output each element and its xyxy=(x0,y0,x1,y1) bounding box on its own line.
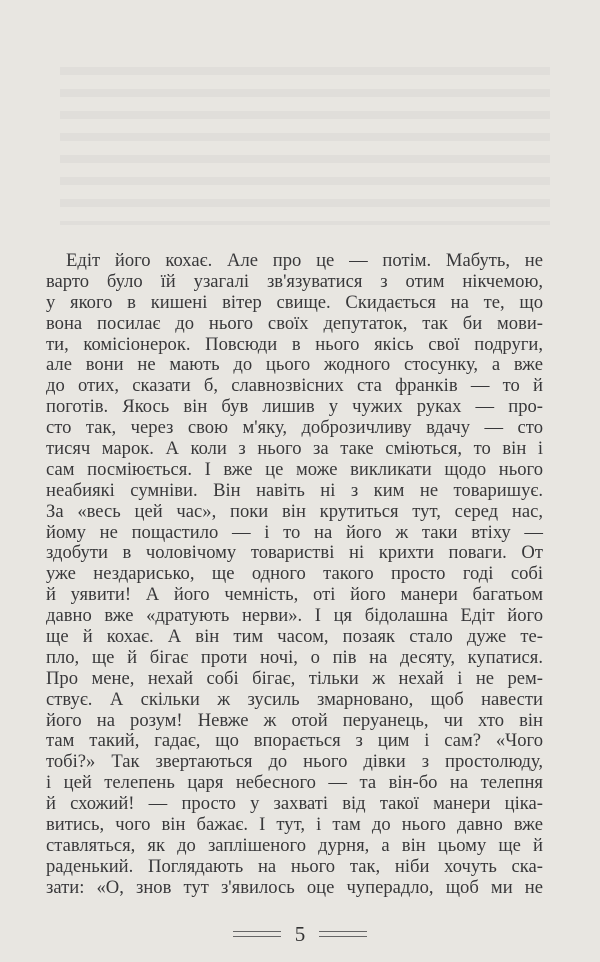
text-line: до отих, сказати б, славнозвісних ста франків — то й xyxy=(46,375,543,397)
body-text xyxy=(46,251,543,899)
text-line: неабиякі сумніви. Він навіть ні з ким не товаришує. xyxy=(46,479,543,501)
bleed-through-shadow xyxy=(60,55,550,225)
text-line: поготів. Якось він був лишив у чужих руках — про- xyxy=(46,396,543,418)
text-line: там такий, гадає, що впорається з цим і сам? «Чого xyxy=(46,730,543,752)
text-line: й схожий! — просто у захваті від такої манери ціка- xyxy=(46,793,543,815)
text-line: ти, комісіонерок. Повсюди в нього якісь свої подруги, xyxy=(46,333,543,355)
text-line: уже нездарисько, ще одного такого просто годі собі xyxy=(46,563,543,585)
text-line: зати: «О, знов тут з'явилось оце чуперадло, щоб ми не xyxy=(46,876,543,898)
footer-rule-left xyxy=(233,931,281,937)
text-line: ствує. А скільки ж зусиль змарновано, щоб навести xyxy=(46,688,543,710)
text-line: його на розум! Невже ж отой перуанець, чи хто він xyxy=(46,709,543,731)
page-number: 5 xyxy=(294,922,306,946)
text-line: йому не пощастило — і то на його ж таки втіху — xyxy=(46,521,543,543)
text-line: у якого в кишені вітер свище. Скидається на те, що xyxy=(46,291,543,313)
text-line: пло, ще й бігає проти ночі, о пів на десяту, купатися. xyxy=(46,646,543,668)
text-line: й уявити! А його чемність, оті його манери багатьом xyxy=(46,584,543,606)
text-line: тисяч марок. А коли з нього за таке сміються, то він і xyxy=(46,438,543,460)
text-line: За «весь цей час», поки він крутиться тут, серед нас, xyxy=(46,500,543,522)
text-line: давно вже «дратують нерви». І ця бідолашна Едіт його xyxy=(46,605,543,627)
text-line: ще й кохає. А він тим часом, позаяк стало дуже те- xyxy=(46,626,543,648)
text-line: сам посміюється. І вже це може викликати щодо нього xyxy=(46,458,543,480)
footer-rule-right xyxy=(319,931,367,937)
text-line: варто було їй узагалі зв'язуватися з отим нікчемою, xyxy=(46,270,543,292)
text-line: раденький. Поглядають на нього так, ніби хочуть ска- xyxy=(46,855,543,877)
text-line: здобути в чоловічому товаристві ні крихти поваги. От xyxy=(46,542,543,564)
text-line: ставляться, як до заплішеного дурня, а він цьому ще й xyxy=(46,834,543,856)
text-line: Про мене, нехай собі бігає, тільки ж нехай і не рем- xyxy=(46,667,543,689)
text-line: витись, чого він бажає. І тут, і там до нього давно вже xyxy=(46,814,543,836)
page-footer xyxy=(0,921,600,947)
text-line: тобі?» Так звертаються до нього дівки з простолюду, xyxy=(46,751,543,773)
text-line: сто так, через свою м'яку, доброзичливу вдачу — сто xyxy=(46,417,543,439)
text-line: Едіт його кохає. Але про це — потім. Мабуть, не xyxy=(66,250,543,271)
text-line: але вони не мають до цього жодного стосунку, а вже xyxy=(46,354,543,376)
text-line: і цей телепень царя небесного — та він-бо на телепня xyxy=(46,772,543,794)
text-line: вона посилає до нього своїх депутаток, так би мови- xyxy=(46,312,543,334)
